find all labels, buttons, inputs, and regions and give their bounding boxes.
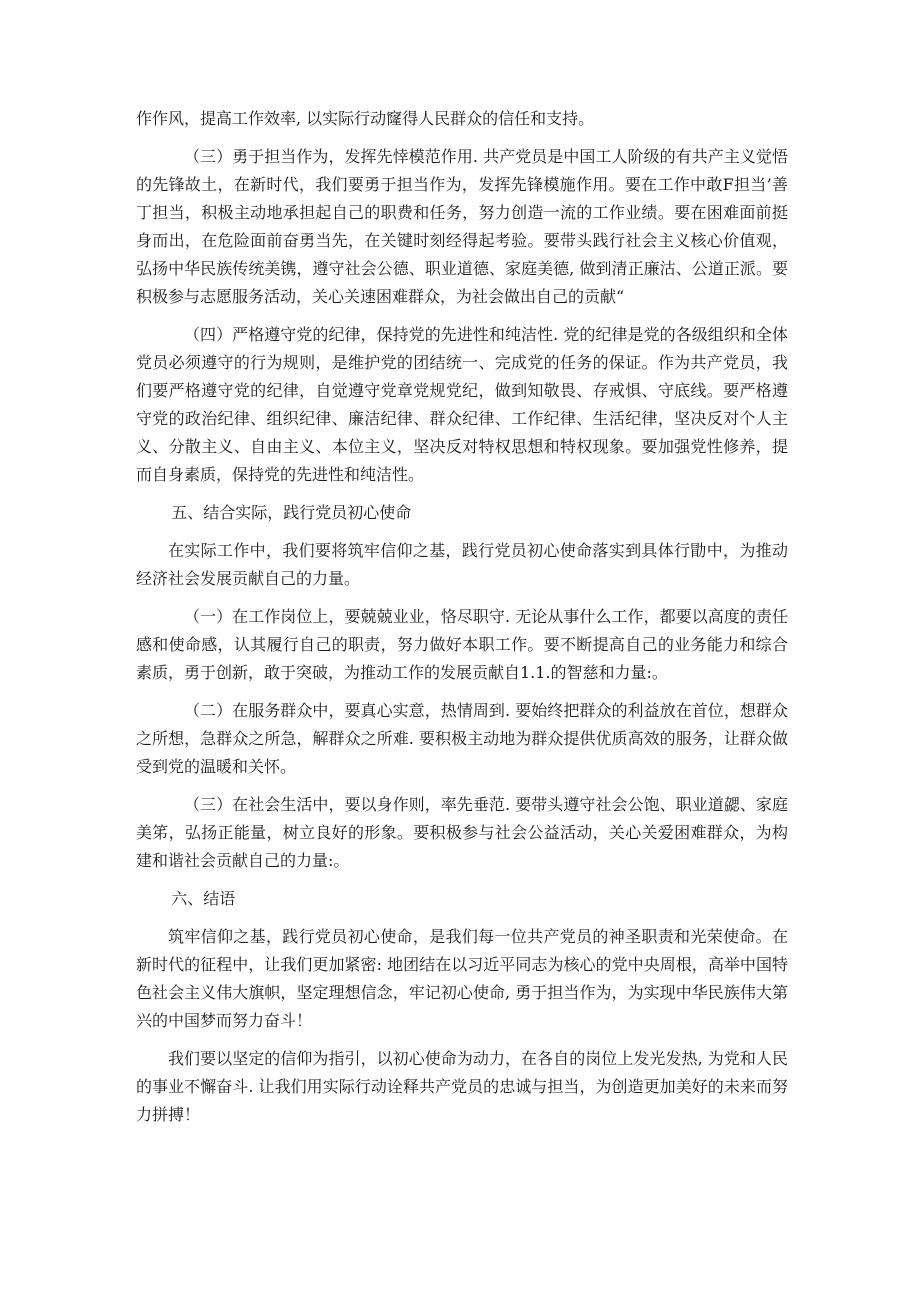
paragraph-item-1-workplace: （一）在工作岗位上，要兢兢业业，恪尽职守. 无论从事什么工作，都要以高度的责任感和使命感，认其履行自己的职责，努力做好本职工作。要不断提高自己的业务能力和综合素质，勇于创新，敢于突破，为推动工作的发展贡献自1.1.的智慈和力量:。 bbox=[136, 607, 788, 682]
paragraph-continuation: 作作风，提高工作效率, 以实际行动窿得人民群众的信任和支持。 bbox=[136, 109, 595, 128]
paragraph-item-3-society: （三）在社会生活中，要以身作则，率先垂范. 要带头遵守社会公饱、职业道勰、家庭美笫，弘扬正能量，树立良好的形象。要积极参与社会公益活动，关心关爱困难群众，为构建和谐社会贡献自己的力量:。 bbox=[136, 795, 788, 870]
section-heading-6: 六、结语 bbox=[171, 889, 236, 908]
paragraph-section-5-intro: 在实际工作中，我们要将筑牢信仰之基，践行党员初心使命落实到具体行勖中，为推动经济社会发展贡献自己的力量。 bbox=[136, 541, 788, 588]
paragraph-item-3-responsibility: （三）勇于担当作为，发挥先悻模范作用. 共产党员是中国工人阶级的有共产主义觉悟的先锋故土，在新时代，我们要勇于担当作为，发挥先锋模施作用。要在工作中敢F担当’善丁担当，积极主动地承担起自己的职费和任务，努力创造一流的工作业绩。要在困难面前挺身而出，在危险面前奋勇当先，在关键时刻经得起考验。要带头践行社会主义核心价值观，弘扬中华民族传统美镌，遵守社会公德、职业道德、家庭美德, 做到清正廉沽、公道正派。要积极参与志愿服务活动，关心关速困难群众，为社会做出自己的贡献“ bbox=[136, 147, 788, 306]
paragraph-item-2-service: （二）在服务群众中，要真心实意，热情周到. 要始终把群众的利益放在首位，想群众之所想，急群众之所急，解群众之所难. 要积极主动地为群众提供优质高效的服务，让群众做受到党的温暖和关怀。 bbox=[136, 701, 788, 776]
paragraph-conclusion-1: 筑牢信仰之基，践行党员初心使命，是我们每一位共产党员的神圣职责和光荣使命。在新时代的征程中，让我们更加紧密: 地团结在以习近平同志为核心的党中央周根，高举中国特色社会主义伟大旗帜，坚定理想信念，牢记初心使命, 勇于担当作为，为实现中华民族伟大第兴的中国梦而努力奋斗！ bbox=[136, 927, 788, 1030]
paragraph-conclusion-2: 我们要以坚定的信仰为指引，以初心使命为动力，在各自的岗位上发光发热, 为党和人民的事业不懈奋斗. 让我们用实际行动诠释共产党员的忠诚与担当，为创造更加美好的未来而努力拼搏！ bbox=[136, 1049, 788, 1124]
document-page bbox=[136, 105, 788, 1139]
section-heading-5: 五、结合实际，践行党员初心使命 bbox=[171, 503, 412, 522]
paragraph-item-4-discipline: （四）严格遵守党的纪律，保持党的先进性和纯洁性. 党的纪律是党的各级组织和全体党员必须遵守的行为规则，是维护党的团结统一、完成党的任务的保证。作为共产党员，我们要严格遵守党的纪律，自觉遵守党章党规党纪，做到知敬畏、存戒惧、守底线。要严格遵守党的政治纪律、组织纪律、廉洁纪律、群众纪律、工作纪律、生活纪律，坚决反对个人主义、分散主义、自由主义、本位主义，坚决反对特权思想和特权现象。要加强党性修养，提而自身素质，保持党的先进性和纯洁性。 bbox=[136, 325, 788, 484]
